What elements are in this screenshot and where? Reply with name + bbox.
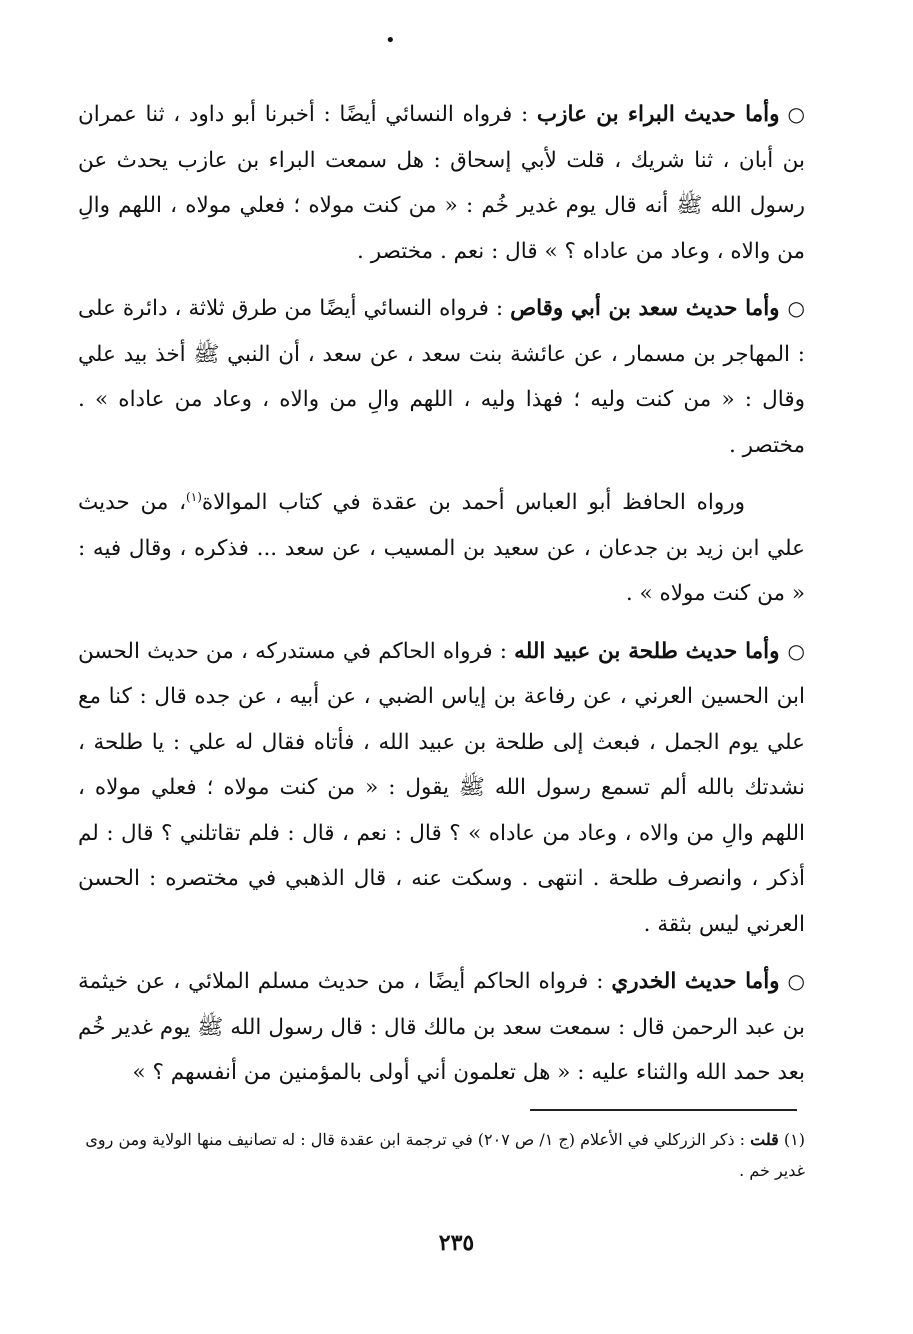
footnote-divider	[530, 1109, 797, 1111]
page-body	[78, 92, 805, 1096]
footnote-label: قلت	[750, 1130, 779, 1149]
paragraph-khudri	[78, 959, 805, 1096]
circle-marker-icon: ○	[787, 102, 805, 126]
paragraph-lead: وأما حديث طلحة بن عبيد الله	[514, 638, 780, 664]
footnote-text: : ذكر الزركلي في الأعلام (ج ١/ ص ٢٠٧) في ترجمة ابن عقدة قال : له تصانيف منها الولاية ومن روى غدير خم .	[85, 1130, 805, 1180]
footnote-number: (١)	[783, 1130, 805, 1149]
circle-marker-icon: ○	[787, 296, 805, 320]
paragraph-talha	[78, 629, 805, 948]
paragraph-text: ورواه الحافظ أبو العباس أحمد بن عقدة في كتاب الموالاة	[201, 490, 745, 515]
header-mark: •	[385, 30, 396, 51]
circle-marker-icon: ○	[787, 638, 805, 663]
paragraph-lead: وأما حديث سعد بن أبي وقاص	[510, 296, 780, 321]
footnote	[78, 1124, 805, 1186]
paragraph-lead: وأما حديث الخدري	[611, 969, 780, 994]
paragraph-text: : فرواه النسائي أيضًا : أخبرنا أبو داود ، ثنا عمران بن أبان ، ثنا شريك ، قلت لأبي إسحاق : هل سمعت البراء بن عازب يحدث عن رسول الله ﷺ أنه قال يوم غدير خُم : « من كنت مولاه ؛ فعلي مولاه ، اللهم والِ من والاه ، وعاد من عاداه ؟ » قال : نعم . مختصر .	[78, 102, 805, 264]
page-number: ٢٣٥	[438, 1230, 475, 1256]
paragraph-text: ، من حديث علي ابن زيد بن جدعان ، عن سعيد بن المسيب ، عن سعد ... فذكره ، وقال فيه : « من كنت مولاه » .	[78, 490, 805, 606]
footnote-reference[interactable]: (١)	[186, 489, 202, 504]
paragraph-lead: وأما حديث البراء بن عازب	[536, 102, 780, 127]
paragraph-text: : فرواه الحاكم في مستدركه ، من حديث الحسن ابن الحسين العرني ، عن رفاعة بن إياس الضبي ، عن أبيه ، عن جده قال : كنا مع علي يوم الجمل ، فبعث إلى طلحة بن عبيد الله ، فأتاه فقال له علي : يا طلحة ، نشدتك بالله ألم تسمع رسول الله ﷺ يقول : « من كنت مولاه ؛ فعلي مولاه ، اللهم والِ من والاه ، وعاد من عاداه » ؟ قال : نعم ، قال : فلم تقاتلني ؟ قال : لم أذكر ، وانصرف طلحة . انتهى . وسكت عنه ، قال الذهبي في مختصره : الحسن العرني ليس بثقة .	[78, 638, 805, 937]
paragraph-text: : فرواه الحاكم أيضًا ، من حديث مسلم الملائي ، عن خيثمة بن عبد الرحمن قال : سمعت سعد بن مالك قال : قال رسول الله ﷺ يوم غدير خُم بعد حمد الله والثناء عليه : « هل تعلمون أني أولى بالمؤمنين من أنفسهم ؟ »	[78, 969, 805, 1085]
paragraph-saad	[78, 286, 805, 468]
paragraph-ibn-uqda	[78, 480, 805, 617]
circle-marker-icon: ○	[787, 969, 805, 993]
paragraph-text: : فرواه النسائي أيضًا من طرق ثلاثة ، دائرة على : المهاجر بن مسمار ، عن عائشة بنت سعد ، عن سعد ، أن النبي ﷺ أخذ بيد علي وقال : « من كنت وليه ؛ فهذا وليه ، اللهم والِ من والاه ، وعاد من عاداه » . مختصر .	[78, 296, 805, 458]
paragraph-bara	[78, 92, 805, 274]
